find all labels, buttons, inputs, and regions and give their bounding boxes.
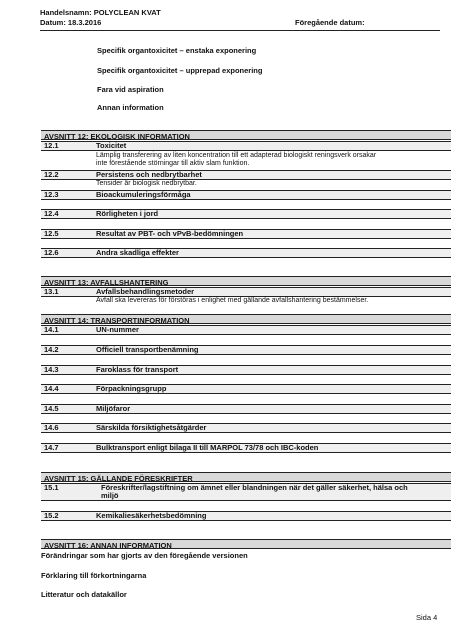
document-header — [40, 8, 440, 28]
subsection-number: 14.6 — [44, 423, 59, 432]
subsection-title: Faroklass för transport — [96, 365, 179, 374]
subsection-14-1 — [41, 325, 451, 335]
subsection-title: Persistens och nedbrytbarhet — [96, 170, 202, 179]
section-16-header — [41, 539, 451, 549]
subsection-12-3 — [41, 190, 451, 200]
body-line: inte förestående störningar till aktiv slam funktion. — [96, 160, 250, 167]
subsection-number: 14.4 — [44, 384, 59, 393]
subsection-12-4 — [41, 209, 451, 219]
subsection-title: Resultat av PBT- och vPvB-bedömningen — [96, 229, 244, 238]
subsection-number: 15.1 — [44, 483, 59, 492]
section-15-header — [41, 472, 451, 482]
section-title: AVSNITT 12: EKOLOGISK INFORMATION — [41, 130, 451, 140]
subsection-title: Bioackumuleringsförmåga — [96, 190, 191, 199]
subsection-title: Kemikaliesäkerhetsbedömning — [96, 511, 207, 520]
section-14-header — [41, 314, 451, 324]
title-line: Föreskrifter/lagstiftning om ämnet eller blandningen när det gäller säkerhet, hälsa och — [101, 483, 408, 492]
body-line: Avfall ska levereras för förstöras i enlighet med gällande avfallshantering bestämmelser. — [96, 297, 369, 304]
subsection-14-3 — [41, 365, 451, 375]
subsection-title: Toxicitet — [96, 141, 127, 150]
subsection-body — [96, 180, 446, 188]
subsection-title — [101, 484, 408, 500]
subsection-title: Officiell transportbenämning — [96, 345, 199, 354]
subsection-title: Bulktransport enligt bilaga II till MARPOL 73/78 och IBC-koden — [96, 443, 319, 452]
section-16-item: Litteratur och datakällor — [41, 590, 127, 599]
subsection-14-6 — [41, 423, 451, 433]
subsection-number: 12.5 — [44, 229, 59, 238]
subsection-title: Förpackningsgrupp — [96, 384, 167, 393]
page-number: Sida 4 — [416, 613, 438, 622]
subsection-14-7 — [41, 443, 451, 453]
subsection-number: 12.3 — [44, 190, 59, 199]
subsection-body — [96, 297, 446, 305]
body-line: Lämplig transferering av liten koncentration till ett adapterad biologiskt reningsverk orsakar — [96, 152, 377, 159]
document-date: Datum: 18.3.2016 — [40, 18, 102, 27]
title-line: miljö — [101, 491, 119, 500]
subsection-number: 12.4 — [44, 209, 59, 218]
subsection-13-1 — [41, 287, 451, 297]
subsection-number: 14.5 — [44, 404, 59, 413]
section-title: AVSNITT 13: AVFALLSHANTERING — [41, 276, 451, 286]
intro-item: Fara vid aspiration — [97, 85, 164, 94]
subsection-title: Särskilda försiktighetsåtgärder — [96, 423, 207, 432]
intro-item: Annan information — [97, 103, 164, 112]
section-title: AVSNITT 15: GÄLLANDE FÖRESKRIFTER — [41, 472, 451, 482]
trade-name: Handelsnamn: POLYCLEAN KVAT — [40, 8, 161, 17]
section-title: AVSNITT 14: TRANSPORTINFORMATION — [41, 314, 451, 324]
subsection-title: UN-nummer — [96, 325, 139, 334]
section-16-item: Förändringar som har gjorts av den föregående versionen — [41, 551, 248, 560]
subsection-14-2 — [41, 345, 451, 355]
subsection-number: 14.3 — [44, 365, 59, 374]
subsection-title: Andra skadliga effekter — [96, 248, 179, 257]
subsection-number: 12.2 — [44, 170, 59, 179]
subsection-number: 12.6 — [44, 248, 59, 257]
subsection-number: 14.7 — [44, 443, 59, 452]
intro-item: Specifik organtoxicitet – upprepad exponering — [97, 66, 263, 75]
subsection-12-5 — [41, 229, 451, 239]
subsection-14-4 — [41, 384, 451, 394]
section-16-item: Förklaring till förkortningarna — [41, 571, 147, 580]
subsection-15-1 — [41, 483, 451, 501]
subsection-15-2 — [41, 511, 451, 521]
body-line: Tensider är biologisk nedbrytbar. — [96, 180, 197, 187]
subsection-number: 12.1 — [44, 141, 59, 150]
subsection-number: 14.1 — [44, 325, 59, 334]
previous-date: Föregående datum: — [295, 18, 365, 27]
subsection-12-2 — [41, 170, 451, 180]
section-12-header — [41, 130, 451, 140]
subsection-12-1 — [41, 141, 451, 151]
subsection-14-5 — [41, 404, 451, 414]
subsection-number: 14.2 — [44, 345, 59, 354]
subsection-title: Miljöfaror — [96, 404, 131, 413]
intro-item: Specifik organtoxicitet – enstaka exponering — [97, 46, 257, 55]
subsection-body — [96, 152, 446, 168]
section-13-header — [41, 276, 451, 286]
section-title: AVSNITT 16: ANNAN INFORMATION — [41, 539, 451, 549]
subsection-12-6 — [41, 248, 451, 258]
subsection-title: Avfallsbehandlingsmetoder — [96, 287, 195, 296]
header-divider — [40, 30, 440, 31]
subsection-number: 15.2 — [44, 511, 59, 520]
subsection-number: 13.1 — [44, 287, 59, 296]
subsection-title: Rörligheten i jord — [96, 209, 159, 218]
